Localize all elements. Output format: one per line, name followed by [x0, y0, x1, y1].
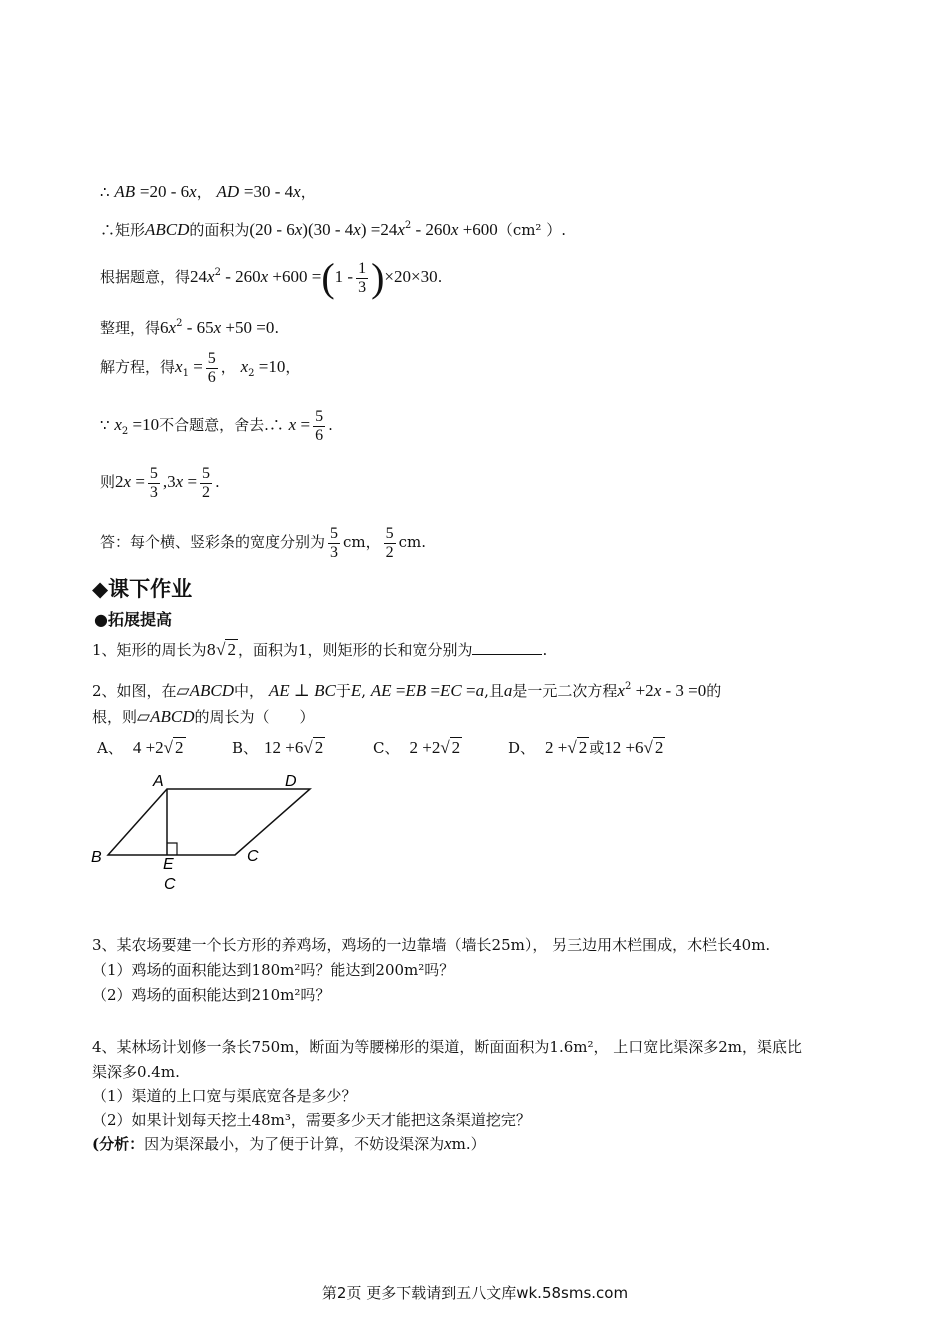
- question-4-hint: (分析：因为渠深最小，为了便于计算，不妨设渠深为xm.）: [92, 1134, 486, 1153]
- therefore-symbol: ∴: [100, 183, 110, 201]
- label-a: A: [153, 773, 164, 790]
- solution-line-1: ∴ AB =20 - 6x， AD =30 - 4x，: [100, 182, 316, 201]
- question-2-line-2: 根，则▱ABCD的周长为（ ）: [92, 707, 315, 726]
- label-c: C: [247, 848, 259, 865]
- question-1: 1、矩形的周长为8√ 2 ，面积为1，则矩形的长和宽分别为 .: [92, 640, 548, 659]
- option-d[interactable]: D、 2 +√ 2 或12 +6√ 2: [508, 738, 664, 757]
- solution-line-5: 解方程，得$x_1$ = $\frac{5}{6}$ ， $x_2 =10$，: [100, 349, 301, 386]
- label-c-extra: C: [164, 876, 176, 893]
- parallelogram-shape: [108, 789, 310, 855]
- subsection-title: ●拓展提高: [94, 610, 172, 629]
- parallelogram-figure: [85, 770, 325, 895]
- question-4-line-4: （2）如果计划每天挖土48m³，需要多少天才能把这条渠道挖完？: [92, 1111, 531, 1129]
- question-4-line-2: 渠深多0.4m.: [92, 1063, 180, 1081]
- option-b[interactable]: B、 12 +6√ 2: [232, 738, 324, 757]
- right-angle-mark: [167, 843, 177, 855]
- solution-line-4: 整理，得$6x^2 - 65x +50 =0$.: [100, 318, 280, 337]
- solution-answer: 答：每个横、竖彩条的宽度分别为 $\frac{5}{3}$ cm， $\frac{5}{2}$ cm.: [100, 524, 427, 561]
- parallelogram-symbol: ▱ABCD: [176, 681, 235, 700]
- answer-blank[interactable]: [472, 640, 542, 655]
- page-footer: 第2页 更多下载请到五八文库wk.58sms.com: [321, 1284, 629, 1302]
- solution-line-7: 则2x = $\frac{5}{3}$ ,3x = $\frac{5}{2}$ .: [100, 464, 220, 501]
- question-4-line-3: （1）渠道的上口宽与渠底宽各是多少？: [92, 1087, 357, 1105]
- solution-line-2: ∴矩形ABCD的面积为$(20 - 6x)(30 - 4x) =24x^2 - 260x +600(cm^2$ ）.: [100, 220, 566, 239]
- solution-line-3: 根据题意，得$24x^2 - 260x +600 =(1$ - $\frac{1}{3}$ )×20×30.: [100, 255, 443, 300]
- question-4-line-1: 4、某林场计划修一条长750m，断面为等腰梯形的渠道，断面面积为1.6m²， 上口宽比渠深多2m，渠底比: [92, 1038, 803, 1056]
- solution-line-6: ∵ $x_2 =10$不合题意，舍去.∴ x = $\frac{5}{6}$ .: [100, 407, 333, 444]
- label-b: B: [91, 849, 102, 866]
- question-3-line-1: 3、某农场要建一个长方形的养鸡场，鸡场的一边靠墙（墙长25m）， 另三边用木栏围成，木栏长40m.: [92, 936, 771, 954]
- question-3-line-2: （1）鸡场的面积能达到180m²吗？能达到200m²吗？: [92, 961, 455, 979]
- section-title: ◆课下作业: [92, 577, 193, 601]
- option-a[interactable]: A、 4 +2√ 2: [97, 738, 184, 757]
- question-3-line-3: （2）鸡场的面积能达到210m²吗？: [92, 986, 331, 1004]
- question-2-line-1: 2、如图，在▱ABCD中， AE ⊥ BC于E, AE =EB =EC =a,且a是一元二次方程$x^2 +2x - 3 =0$的: [92, 681, 722, 700]
- option-c[interactable]: C、 2 +2√ 2: [373, 738, 461, 757]
- label-e: E: [163, 856, 174, 873]
- label-d: D: [285, 773, 297, 790]
